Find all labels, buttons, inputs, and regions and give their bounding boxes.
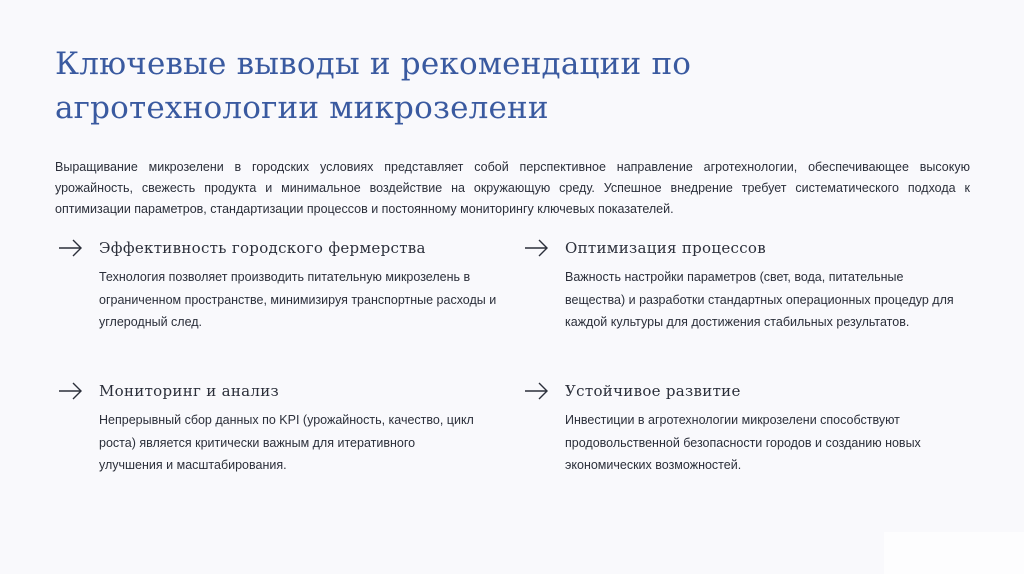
card-heading: Оптимизация процессов [565, 239, 766, 257]
arrow-right-icon [523, 238, 551, 258]
card-body: Инвестиции в агротехнологии микрозелени способствуют продовольственной безопасности городов и созданию новых экономических возможностей. [565, 413, 921, 472]
card-body: Непрерывный сбор данных по KPI (урожайность, качество, цикл роста) является критически важным для итеративного улучшения и масштабирования. [99, 413, 474, 472]
page-title: Ключевые выводы и рекомендации по агротехнологии микрозелени [55, 46, 692, 126]
card-body: Важность настройки параметров (свет, вода, питательные вещества) и разработки стандартных операционных процедур для каждой культуры для достижения стабильных результатов. [565, 270, 954, 329]
card-body: Технология позволяет производить питательную микрозелень в ограниченном пространстве, минимизируя транспортные расходы и углеродный след. [99, 270, 497, 329]
card-heading: Устойчивое развитие [565, 382, 741, 400]
card-heading: Эффективность городского фермерства [99, 239, 426, 257]
corner-panel [884, 532, 1024, 574]
card-heading: Мониторинг и анализ [99, 382, 279, 400]
arrow-right-icon [57, 238, 85, 258]
arrow-right-icon [523, 381, 551, 401]
intro-paragraph: Выращивание микрозелени в городских условиях представляет собой перспективное направление агротехнологии, обеспечивающее высокую урожайность, свежесть продукта и минимальное воздействие на окружающую среду. Успешное внедрение требует систематического подхода к оптимизации параметров, стандартизации процессов и постоянному мониторингу ключевых показателей. [55, 160, 970, 216]
arrow-right-icon [57, 381, 85, 401]
